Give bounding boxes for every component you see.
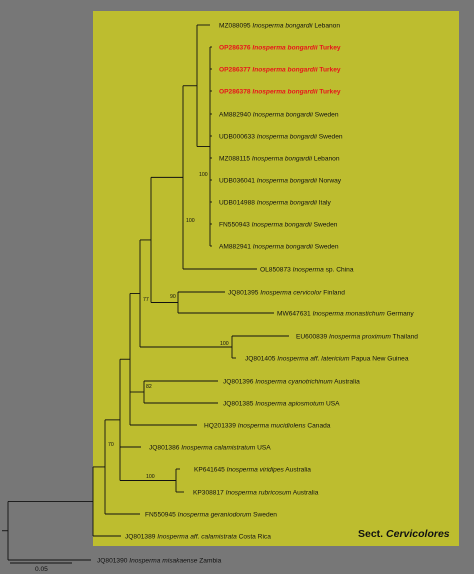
- taxon-label: [219, 243, 339, 250]
- support-value: 90: [170, 294, 176, 300]
- taxon-accession: JQ801390: [97, 557, 130, 565]
- taxon-accession: EU600839: [296, 333, 329, 341]
- taxon-accession: UDB014988: [219, 199, 257, 207]
- taxon-species: Inosperma bongardii: [251, 155, 312, 163]
- taxon-species: Inosperma bongardii: [252, 88, 318, 96]
- taxon-species: Inosperma proximum: [329, 333, 391, 341]
- taxon-accession: JQ801396: [223, 378, 256, 386]
- taxon-location: USA: [255, 444, 271, 452]
- taxon-label: [145, 511, 277, 518]
- taxon-location: Australia: [291, 489, 319, 497]
- taxon-species: Inosperma cyanotrichinum: [255, 378, 333, 386]
- taxon-label: [296, 333, 418, 340]
- taxon-location: Turkey: [317, 88, 341, 96]
- taxon-species: Inosperma bongardii: [252, 243, 313, 251]
- taxon-accession: MZ088115: [219, 155, 252, 163]
- taxon-accession: JQ801385: [223, 400, 256, 408]
- scale-bar: [10, 563, 72, 573]
- taxon-label: [219, 66, 341, 73]
- taxon-species: Inosperma apiosmotum: [255, 400, 325, 408]
- taxon-location: Italy: [316, 199, 331, 207]
- taxon-location: Australia: [332, 378, 360, 386]
- taxon-location: Costa Rica: [236, 533, 271, 541]
- taxon-location: Lebanon: [312, 155, 340, 163]
- taxon-location: USA: [324, 400, 340, 408]
- taxon-accession: JQ801386: [149, 444, 182, 452]
- taxon-species: Inosperma cervicolor: [260, 289, 322, 297]
- taxon-species: Inosperma geraniodorum: [177, 511, 252, 519]
- taxon-accession: UDB036041: [219, 177, 257, 185]
- support-value: 77: [143, 297, 149, 303]
- taxon-accession: OP286376: [219, 44, 253, 52]
- taxon-species: Inosperma bongardii: [256, 199, 317, 207]
- taxon-location: sp. China: [323, 266, 354, 274]
- taxon-location: Zambia: [197, 557, 222, 565]
- section-name: Cervicolores: [386, 528, 450, 540]
- taxon-species: Inosperma rubricosum: [225, 489, 292, 497]
- taxon-location: Sweden: [312, 243, 339, 251]
- taxon-species: Inosperma bongardii: [252, 44, 318, 52]
- taxon-location: Sweden: [251, 511, 277, 519]
- taxon-label: [219, 88, 341, 95]
- support-value: 70: [108, 442, 114, 448]
- taxon-accession: JQ801395: [228, 289, 261, 297]
- section-label: [358, 528, 450, 540]
- taxon-species: Inosperma aff. calamistrata: [157, 533, 237, 541]
- taxon-location: Sweden: [312, 111, 339, 119]
- taxon-location: Canada: [305, 422, 331, 430]
- support-value: 100: [146, 474, 155, 480]
- taxon-location: Australia: [283, 466, 311, 474]
- taxon-label: [219, 44, 341, 51]
- taxon-label: [219, 177, 342, 184]
- taxon-accession: KP308817: [193, 489, 226, 497]
- support-value: 100: [186, 218, 195, 224]
- taxon-species: Inosperma monastichum: [312, 310, 385, 318]
- taxon-accession: HQ201339: [204, 422, 238, 430]
- taxon-location: Sweden: [316, 133, 343, 141]
- taxon-label: [204, 422, 331, 429]
- taxon-label: [97, 557, 222, 564]
- taxon-accession: FN550943: [219, 221, 252, 229]
- support-value: 82: [146, 384, 152, 390]
- taxon-species: Inosperma viridipes: [226, 466, 284, 474]
- taxon-label: [194, 466, 311, 473]
- taxon-species: Inosperma bongardii: [256, 133, 317, 141]
- taxon-species: Inosperma mucidiolens: [237, 422, 306, 430]
- taxon-species: Inosperma: [292, 266, 324, 274]
- taxon-accession: MW647631: [277, 310, 313, 318]
- taxon-species: Inosperma aff. latericium: [277, 355, 350, 363]
- taxon-label: [219, 22, 340, 29]
- taxon-label: [260, 266, 354, 273]
- taxon-species: Inosperma bongardii: [256, 177, 317, 185]
- taxon-species: Inosperma bongardii: [251, 221, 312, 229]
- support-value: 100: [220, 341, 229, 347]
- taxon-accession: JQ801389: [125, 533, 158, 541]
- taxon-accession: AM882940: [219, 111, 253, 119]
- taxon-accession: OP286377: [219, 66, 253, 74]
- taxon-accession: AM882941: [219, 243, 253, 251]
- taxon-label: [193, 489, 319, 496]
- taxon-species: Inosperma bongardii: [252, 66, 318, 74]
- taxon-label: [219, 155, 340, 162]
- taxon-label: [277, 310, 414, 317]
- taxon-location: Norway: [316, 177, 342, 185]
- taxon-accession: KP641645: [194, 466, 227, 474]
- taxon-species: Inosperma calamistratum: [181, 444, 256, 452]
- taxon-accession: MZ088095: [219, 22, 253, 30]
- taxon-species: Inosperma bongardii: [252, 111, 313, 119]
- taxon-location: Turkey: [317, 44, 341, 52]
- taxon-label: [219, 133, 343, 140]
- taxon-label: [125, 533, 271, 540]
- taxon-label: [219, 221, 338, 228]
- taxon-accession: UDB000633: [219, 133, 257, 141]
- taxon-accession: OL850873: [260, 266, 293, 274]
- taxon-accession: FN550945: [145, 511, 178, 519]
- taxon-location: Thailand: [390, 333, 418, 341]
- support-value: 100: [199, 172, 208, 178]
- taxon-location: Lebanon: [312, 22, 340, 30]
- taxon-location: Papua New Guinea: [349, 355, 409, 363]
- taxon-location: Germany: [384, 310, 414, 318]
- taxon-label: [223, 378, 360, 385]
- taxon-label: [245, 355, 409, 362]
- taxon-accession: JQ801405: [245, 355, 278, 363]
- taxon-label: [219, 111, 339, 118]
- section-prefix: Sect.: [358, 528, 384, 540]
- taxon-label: [149, 444, 271, 451]
- scale-bar-label: 0.05: [35, 566, 48, 573]
- taxon-label: [219, 199, 332, 206]
- taxon-location: Turkey: [317, 66, 341, 74]
- taxon-label: [228, 289, 345, 296]
- taxon-species: Inosperma misakaense: [129, 557, 198, 565]
- taxon-label: [223, 400, 340, 407]
- taxon-location: Sweden: [311, 221, 338, 229]
- svg-text:Sect. Cervic: [358, 528, 450, 540]
- taxon-accession: OP286378: [219, 88, 253, 96]
- taxon-location: Finland: [321, 289, 345, 297]
- taxon-species: Inosperma bongardii: [252, 22, 313, 30]
